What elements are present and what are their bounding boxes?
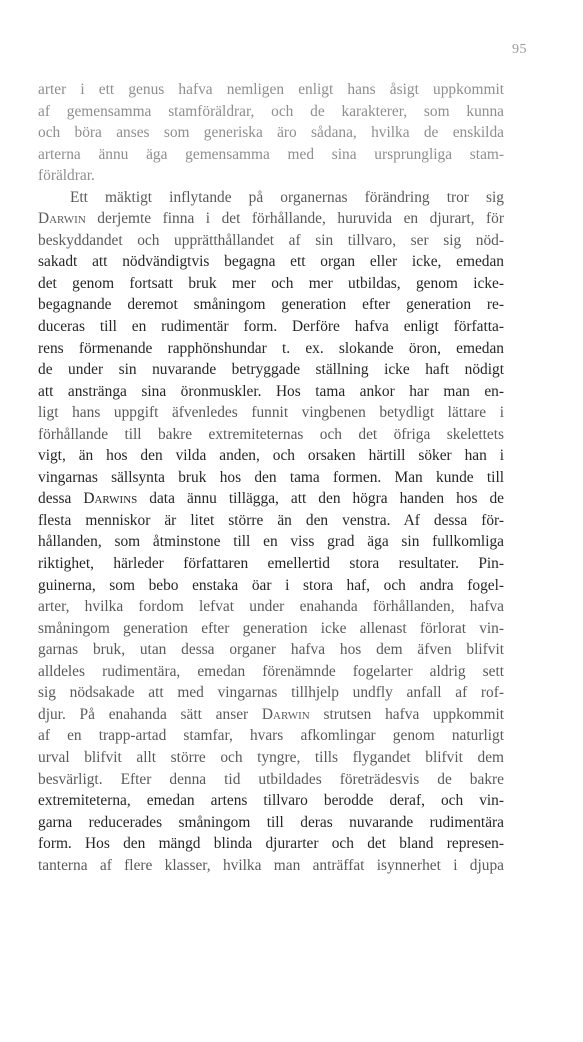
text-line: dessa Darwins data ännu tillägga, att den högra handen hos de: [38, 490, 504, 508]
text-line: rens förmenande rapphönshundar t. ex. slokande öron, emedan: [38, 339, 504, 357]
text-line: riktighet, härleder författaren emellertid stora resultater. Pin-: [38, 555, 504, 573]
text-line: djur. På enahanda sätt anser Darwin strutsen hafva uppkommit: [38, 705, 504, 723]
text-line: duceras till en rudimentär form. Derföre hafva enligt författa-: [38, 318, 504, 336]
text-line: Ett mäktigt inflytande på organernas förändring tror sig: [70, 188, 504, 206]
text-line: form. Hos den mängd blinda djurarter och det bland represen-: [38, 835, 504, 853]
text-line: tanterna af flere klasser, hvilka man anträffat isynnerhet i djupa: [38, 856, 504, 874]
text-line: urval blifvit allt större och tyngre, tills flygandet blifvit dem: [38, 748, 504, 766]
text-line: sig nödsakade att med vingarnas tillhjelp undfly anfall af rof-: [38, 684, 504, 702]
page-number: 95: [512, 42, 527, 57]
text-line: garna reducerades småningom till deras nuvarande rudimentära: [38, 813, 504, 831]
text-line: Darwin derjemte finna i det förhållande, huruvida en djurart, för: [38, 210, 504, 228]
text-line: beskyddandet och upprätthållandet af sin tillvaro, ser sig nöd-: [38, 231, 504, 249]
body-text: [38, 79, 504, 876]
text-line: flesta menniskor är litet större än den venstra. Af dessa för-: [38, 511, 504, 529]
text-line: guinerna, som bebo enstaka öar i stora haf, och andra fogel-: [38, 576, 504, 594]
text-line: af gemensamma stamföräldrar, och de karakterer, som kunna: [38, 102, 504, 120]
text-line: alldeles rudimentära, emedan förenämnde fogelarter aldrig sett: [38, 662, 504, 680]
text-line: småningom generation efter generation icke allenast förlorat vin-: [38, 619, 504, 637]
text-line: sakadt att nödvändigtvis begagna ett organ eller icke, emedan: [38, 253, 504, 271]
text-line: arter i ett genus hafva nemligen enligt hans åsigt uppkommit: [38, 81, 504, 98]
text-line: hållanden, som åtminstone till en viss grad äga sin fullkomliga: [38, 533, 504, 551]
text-line: föräldrar.: [38, 167, 95, 185]
text-line: extremiteterna, emedan artens tillvaro berodde deraf, och vin-: [38, 792, 504, 810]
text-line: och böra anses som generiska äro sådana, hvilka de enskilda: [38, 124, 504, 142]
text-line: arter, hvilka fordom lefvat under enahanda förhållanden, hafva: [38, 598, 504, 616]
text-line: det genom fortsatt bruk mer och mer utbildas, genom icke-: [38, 274, 504, 292]
text-line: att anstränga sina öronmuskler. Hos tama ankor har man en-: [38, 382, 504, 400]
text-line: vigt, än hos den vilda anden, och orsaken härtill söker han i: [38, 447, 504, 465]
text-line: af en trapp-artad stamfar, hvars afkomlingar genom naturligt: [38, 727, 504, 745]
text-line: de under sin nuvarande betryggade ställning icke haft nödigt: [38, 361, 504, 379]
text-line: vingarnas sällsynta bruk hos den tama formen. Man kunde till: [38, 468, 504, 486]
text-line: arterna ännu äga gemensamma med sina ursprungliga stam-: [38, 145, 504, 163]
text-line: ligt hans uppgift äfvenledes funnit vingbenen betydligt lättare i: [38, 404, 504, 422]
text-line: besvärligt. Efter denna tid utbildades företrädesvis de bakre: [38, 770, 504, 788]
text-line: begagnande deremot småningom generation efter generation re-: [38, 296, 504, 314]
text-line: förhållande till bakre extremiteternas och det öfriga skelettets: [38, 425, 504, 443]
text-line: garnas bruk, utan dessa organer hafva hos dem äfven blifvit: [38, 641, 504, 659]
